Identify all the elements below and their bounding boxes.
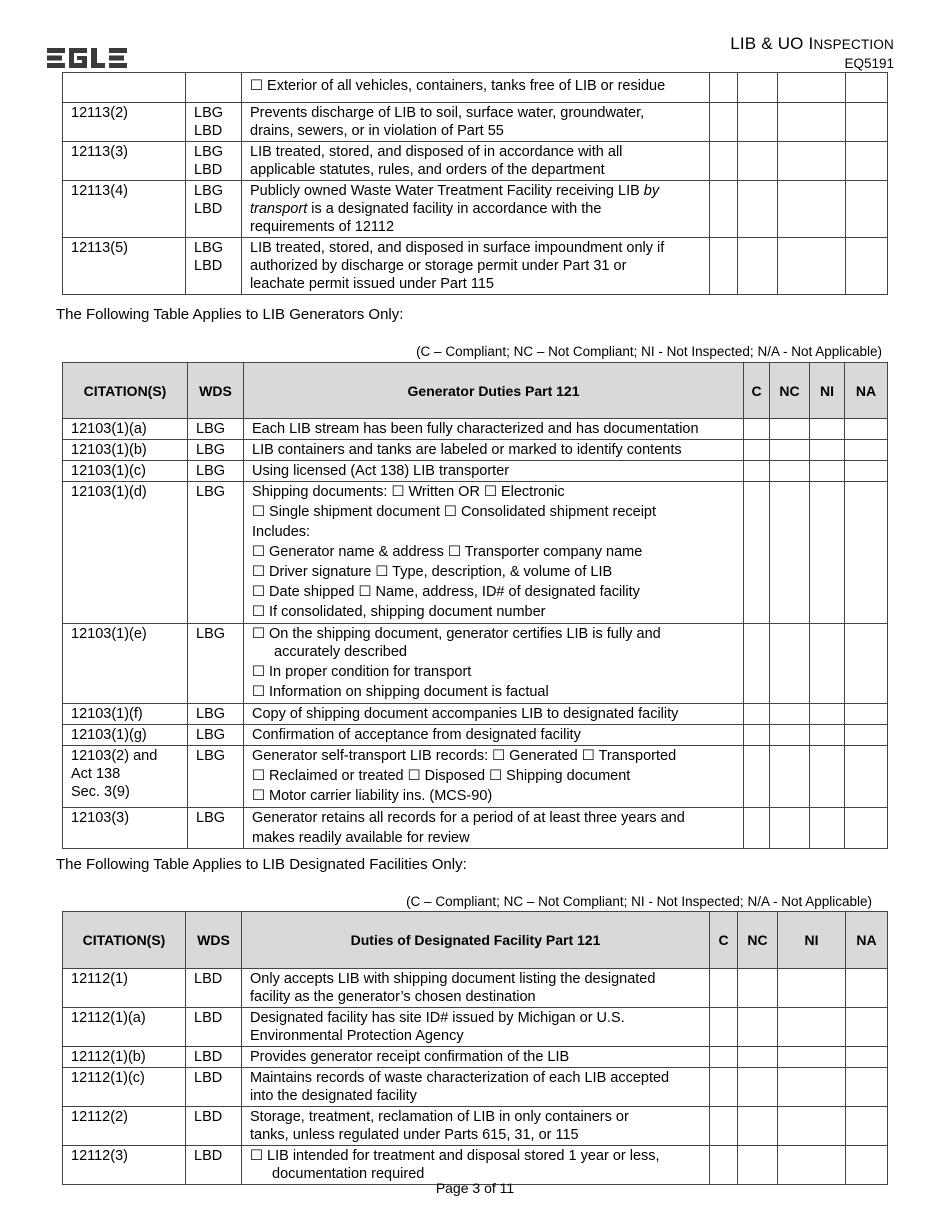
table-row (63, 73, 888, 103)
na-checkbox-cell[interactable] (845, 746, 888, 808)
c-checkbox-cell[interactable] (744, 419, 770, 440)
ni-checkbox-cell[interactable] (778, 1008, 846, 1047)
wds-cell: LBD (186, 1008, 242, 1047)
na-checkbox-cell[interactable] (846, 142, 888, 181)
c-checkbox-cell[interactable] (744, 461, 770, 482)
duty-cell: Only accepts LIB with shipping document listing the designated facility as the generator’s chosen destination (242, 969, 710, 1008)
c-checkbox-cell[interactable] (710, 103, 738, 142)
na-checkbox-cell[interactable] (846, 181, 888, 238)
duty-cell: Copy of shipping document accompanies LIB to designated facility (244, 704, 744, 725)
nc-checkbox-cell[interactable] (770, 482, 810, 624)
ni-checkbox-cell[interactable] (810, 482, 845, 624)
na-header: NA (845, 363, 888, 419)
c-checkbox-cell[interactable] (710, 1008, 738, 1047)
table-row (63, 419, 888, 440)
c-checkbox-cell[interactable] (710, 142, 738, 181)
ni-checkbox-cell[interactable] (810, 746, 845, 808)
na-checkbox-cell[interactable] (846, 1146, 888, 1185)
na-checkbox-cell[interactable] (845, 440, 888, 461)
c-checkbox-cell[interactable] (710, 1146, 738, 1185)
duty-cell: Designated facility has site ID# issued by Michigan or U.S. Environmental Protection Agency (242, 1008, 710, 1047)
citation-cell: 12113(3) (63, 142, 186, 181)
ni-checkbox-cell[interactable] (810, 624, 845, 704)
wds-cell: LBD (186, 1146, 242, 1185)
nc-checkbox-cell[interactable] (738, 1047, 778, 1068)
na-checkbox-cell[interactable] (845, 624, 888, 704)
citation-cell: 12112(3) (63, 1146, 186, 1185)
wds-cell: LBD (186, 1047, 242, 1068)
na-header: NA (846, 912, 888, 969)
citation-cell: 12112(1)(c) (63, 1068, 186, 1107)
duty-cell: ☐ LIB intended for treatment and disposal stored 1 year or less, documentation required (242, 1146, 710, 1185)
wds-cell: LBG LBD (186, 238, 242, 295)
duties-header: Duties of Designated Facility Part 121 (242, 912, 710, 969)
c-checkbox-cell[interactable] (744, 440, 770, 461)
wds-header: WDS (186, 912, 242, 969)
generators-table (62, 362, 888, 849)
document-title: LIB & UO INSPECTION (730, 34, 894, 53)
wds-cell (186, 73, 242, 103)
duty-cell: Each LIB stream has been fully characterized and has documentation (244, 419, 744, 440)
wds-cell: LBG (188, 746, 244, 808)
wds-cell: LBG (188, 419, 244, 440)
nc-checkbox-cell[interactable] (738, 181, 778, 238)
citation-cell: 12103(1)(f) (63, 704, 188, 725)
duty-cell: Prevents discharge of LIB to soil, surface water, groundwater, drains, sewers, or in violation of Part 55 (242, 103, 710, 142)
na-checkbox-cell[interactable] (846, 1008, 888, 1047)
nc-checkbox-cell[interactable] (738, 1008, 778, 1047)
table-row (63, 624, 888, 704)
table-header-row (63, 912, 888, 969)
citation-cell: 12103(1)(d) (63, 482, 188, 624)
na-checkbox-cell[interactable] (845, 704, 888, 725)
table-row (63, 482, 888, 624)
citation-cell: 12113(2) (63, 103, 186, 142)
duty-cell: Generator retains all records for a period of at least three years and makes readily available for review (244, 808, 744, 849)
table-row (63, 746, 888, 808)
c-header: C (710, 912, 738, 969)
table-row (63, 1107, 888, 1146)
duty-cell: Provides generator receipt confirmation of the LIB (242, 1047, 710, 1068)
wds-cell: LBG (188, 440, 244, 461)
nc-checkbox-cell[interactable] (738, 103, 778, 142)
wds-cell: LBG (188, 482, 244, 624)
ni-checkbox-cell[interactable] (810, 461, 845, 482)
na-checkbox-cell[interactable] (846, 1068, 888, 1107)
citation-cell (63, 73, 186, 103)
table-header-row (63, 363, 888, 419)
na-checkbox-cell[interactable] (846, 73, 888, 103)
nc-checkbox-cell[interactable] (738, 142, 778, 181)
c-checkbox-cell[interactable] (744, 808, 770, 849)
duty-cell: Storage, treatment, reclamation of LIB in only containers or tanks, unless regulated under Parts 615, 31, or 115 (242, 1107, 710, 1146)
wds-cell: LBG (188, 624, 244, 704)
nc-checkbox-cell[interactable] (738, 1068, 778, 1107)
duty-cell: Maintains records of waste characterization of each LIB accepted into the designated facility (242, 1068, 710, 1107)
ni-checkbox-cell[interactable] (778, 181, 846, 238)
generators-legend: (C – Compliant; NC – Not Compliant; NI - Not Inspected; N/A - Not Applicable) (416, 344, 882, 359)
page-number: Page 3 of 11 (435, 1180, 515, 1196)
citation-cell: 12103(2) and Act 138 Sec. 3(9) (63, 746, 188, 808)
facilities-intro: The Following Table Applies to LIB Designated Facilities Only: (56, 856, 467, 873)
duty-cell: Using licensed (Act 138) LIB transporter (244, 461, 744, 482)
ni-checkbox-cell[interactable] (778, 73, 846, 103)
na-checkbox-cell[interactable] (846, 1047, 888, 1068)
ni-checkbox-cell[interactable] (778, 1146, 846, 1185)
c-checkbox-cell[interactable] (744, 624, 770, 704)
c-checkbox-cell[interactable] (710, 238, 738, 295)
citation-cell: 12103(1)(a) (63, 419, 188, 440)
na-checkbox-cell[interactable] (846, 238, 888, 295)
table-row (63, 725, 888, 746)
nc-checkbox-cell[interactable] (770, 624, 810, 704)
ni-header: NI (810, 363, 845, 419)
table-row (63, 969, 888, 1008)
ni-checkbox-cell[interactable] (778, 1047, 846, 1068)
ni-checkbox-cell[interactable] (810, 725, 845, 746)
na-checkbox-cell[interactable] (845, 725, 888, 746)
na-checkbox-cell[interactable] (845, 482, 888, 624)
c-checkbox-cell[interactable] (710, 969, 738, 1008)
ni-checkbox-cell[interactable] (810, 704, 845, 725)
c-checkbox-cell[interactable] (744, 746, 770, 808)
table-row (63, 1146, 888, 1185)
citation-cell: 12113(4) (63, 181, 186, 238)
nc-checkbox-cell[interactable] (770, 461, 810, 482)
citation-header: CITATION(S) (63, 912, 186, 969)
nc-checkbox-cell[interactable] (738, 73, 778, 103)
wds-cell: LBD (186, 969, 242, 1008)
table-row (63, 103, 888, 142)
duty-cell: LIB treated, stored, and disposed of in accordance with all applicable statutes, rules, and orders of the department (242, 142, 710, 181)
nc-checkbox-cell[interactable] (738, 969, 778, 1008)
c-checkbox-cell[interactable] (744, 725, 770, 746)
generators-intro: The Following Table Applies to LIB Generators Only: (56, 306, 404, 323)
c-checkbox-cell[interactable] (710, 73, 738, 103)
table-row (63, 1008, 888, 1047)
ni-checkbox-cell[interactable] (778, 103, 846, 142)
duty-cell: Generator self-transport LIB records: ☐ Generated ☐ Transported ☐ Reclaimed or treated ☐ Disposed ☐ Shipping document ☐ Motor carrier liability ins. (MCS-90) (244, 746, 744, 808)
nc-header: NC (770, 363, 810, 419)
citation-cell: 12112(1)(a) (63, 1008, 186, 1047)
wds-header: WDS (188, 363, 244, 419)
c-checkbox-cell[interactable] (710, 181, 738, 238)
duty-cell: LIB treated, stored, and disposed in surface impoundment only if authorized by discharge or storage permit under Part 31 or leachate permit issued under Part 115 (242, 238, 710, 295)
c-checkbox-cell[interactable] (744, 704, 770, 725)
wds-cell: LBG (188, 461, 244, 482)
table-row (63, 1068, 888, 1107)
table-row (63, 238, 888, 295)
duty-cell: ☐ Exterior of all vehicles, containers, tanks free of LIB or residue (242, 73, 710, 103)
wds-cell: LBG (188, 704, 244, 725)
ni-checkbox-cell[interactable] (778, 142, 846, 181)
ni-checkbox-cell[interactable] (810, 808, 845, 849)
wds-cell: LBG (188, 725, 244, 746)
egle-logo-text: EGLE (47, 46, 50, 47)
citation-cell: 12103(1)(g) (63, 725, 188, 746)
na-checkbox-cell[interactable] (846, 1107, 888, 1146)
wds-cell: LBG (188, 808, 244, 849)
duties-header: Generator Duties Part 121 (244, 363, 744, 419)
citation-cell: 12103(1)(c) (63, 461, 188, 482)
table-row (63, 181, 888, 238)
line-rest: is a designated facility in accordance with the (311, 201, 602, 217)
duty-cell: Confirmation of acceptance from designated facility (244, 725, 744, 746)
na-checkbox-cell[interactable] (845, 461, 888, 482)
c-checkbox-cell[interactable] (710, 1047, 738, 1068)
citation-header: CITATION(S) (63, 363, 188, 419)
nc-checkbox-cell[interactable] (770, 808, 810, 849)
form-number: EQ5191 (844, 56, 894, 71)
ni-checkbox-cell[interactable] (778, 969, 846, 1008)
nc-checkbox-cell[interactable] (738, 1107, 778, 1146)
duty-cell: Shipping documents: ☐ Written OR ☐ Electronic ☐ Single shipment document ☐ Consolidated shipment receipt Includes: ☐ Generator name & address ☐ Transporter company name ☐ Driver signature ☐ Type, description, & volume of LIB ☐ Date shipped ☐ Name, address, ID# of designated facility ☐ If consolidated, shipping document number (244, 482, 744, 624)
table-row (63, 808, 888, 849)
c-checkbox-cell[interactable] (710, 1107, 738, 1146)
na-checkbox-cell[interactable] (846, 103, 888, 142)
duty-cell: Publicly owned Waste Water Treatment Facility receiving LIB by transport is a designated facility in accordance with the requirements of 12112 (242, 181, 710, 238)
nc-header: NC (738, 912, 778, 969)
ni-checkbox-cell[interactable] (778, 1107, 846, 1146)
facilities-table (62, 911, 888, 1185)
citation-cell: 12113(5) (63, 238, 186, 295)
nc-checkbox-cell[interactable] (770, 725, 810, 746)
table-row (63, 142, 888, 181)
table-row (63, 461, 888, 482)
table-row (63, 440, 888, 461)
nc-checkbox-cell[interactable] (770, 440, 810, 461)
citation-cell: 12103(3) (63, 808, 188, 849)
na-checkbox-cell[interactable] (846, 969, 888, 1008)
citation-cell: 12112(2) (63, 1107, 186, 1146)
nc-checkbox-cell[interactable] (770, 704, 810, 725)
citation-cell: 12103(1)(e) (63, 624, 188, 704)
c-header: C (744, 363, 770, 419)
duty-cell: ☐ On the shipping document, generator certifies LIB is fully and accurately described ☐ In proper condition for transport ☐ Information on shipping document is factual (244, 624, 744, 704)
ni-checkbox-cell[interactable] (810, 419, 845, 440)
duty-cell: LIB containers and tanks are labeled or marked to identify contents (244, 440, 744, 461)
nc-checkbox-cell[interactable] (770, 746, 810, 808)
na-checkbox-cell[interactable] (845, 419, 888, 440)
nc-checkbox-cell[interactable] (770, 419, 810, 440)
wds-cell: LBG LBD (186, 181, 242, 238)
wds-cell: LBG LBD (186, 142, 242, 181)
table-row (63, 704, 888, 725)
continuation-table (62, 72, 888, 295)
nc-checkbox-cell[interactable] (738, 1146, 778, 1185)
citation-cell: 12112(1)(b) (63, 1047, 186, 1068)
ni-checkbox-cell[interactable] (810, 440, 845, 461)
c-checkbox-cell[interactable] (710, 1068, 738, 1107)
c-checkbox-cell[interactable] (744, 482, 770, 624)
wds-cell: LBD (186, 1107, 242, 1146)
ni-header: NI (778, 912, 846, 969)
egle-logo (47, 46, 127, 70)
citation-cell: 12103(1)(b) (63, 440, 188, 461)
ni-checkbox-cell[interactable] (778, 1068, 846, 1107)
nc-checkbox-cell[interactable] (738, 238, 778, 295)
wds-cell: LBG LBD (186, 103, 242, 142)
ni-checkbox-cell[interactable] (778, 238, 846, 295)
citation-cell: 12112(1) (63, 969, 186, 1008)
na-checkbox-cell[interactable] (845, 808, 888, 849)
table-row (63, 1047, 888, 1068)
wds-cell: LBD (186, 1068, 242, 1107)
facilities-legend: (C – Compliant; NC – Not Compliant; NI - Not Inspected; N/A - Not Applicable) (406, 894, 872, 909)
